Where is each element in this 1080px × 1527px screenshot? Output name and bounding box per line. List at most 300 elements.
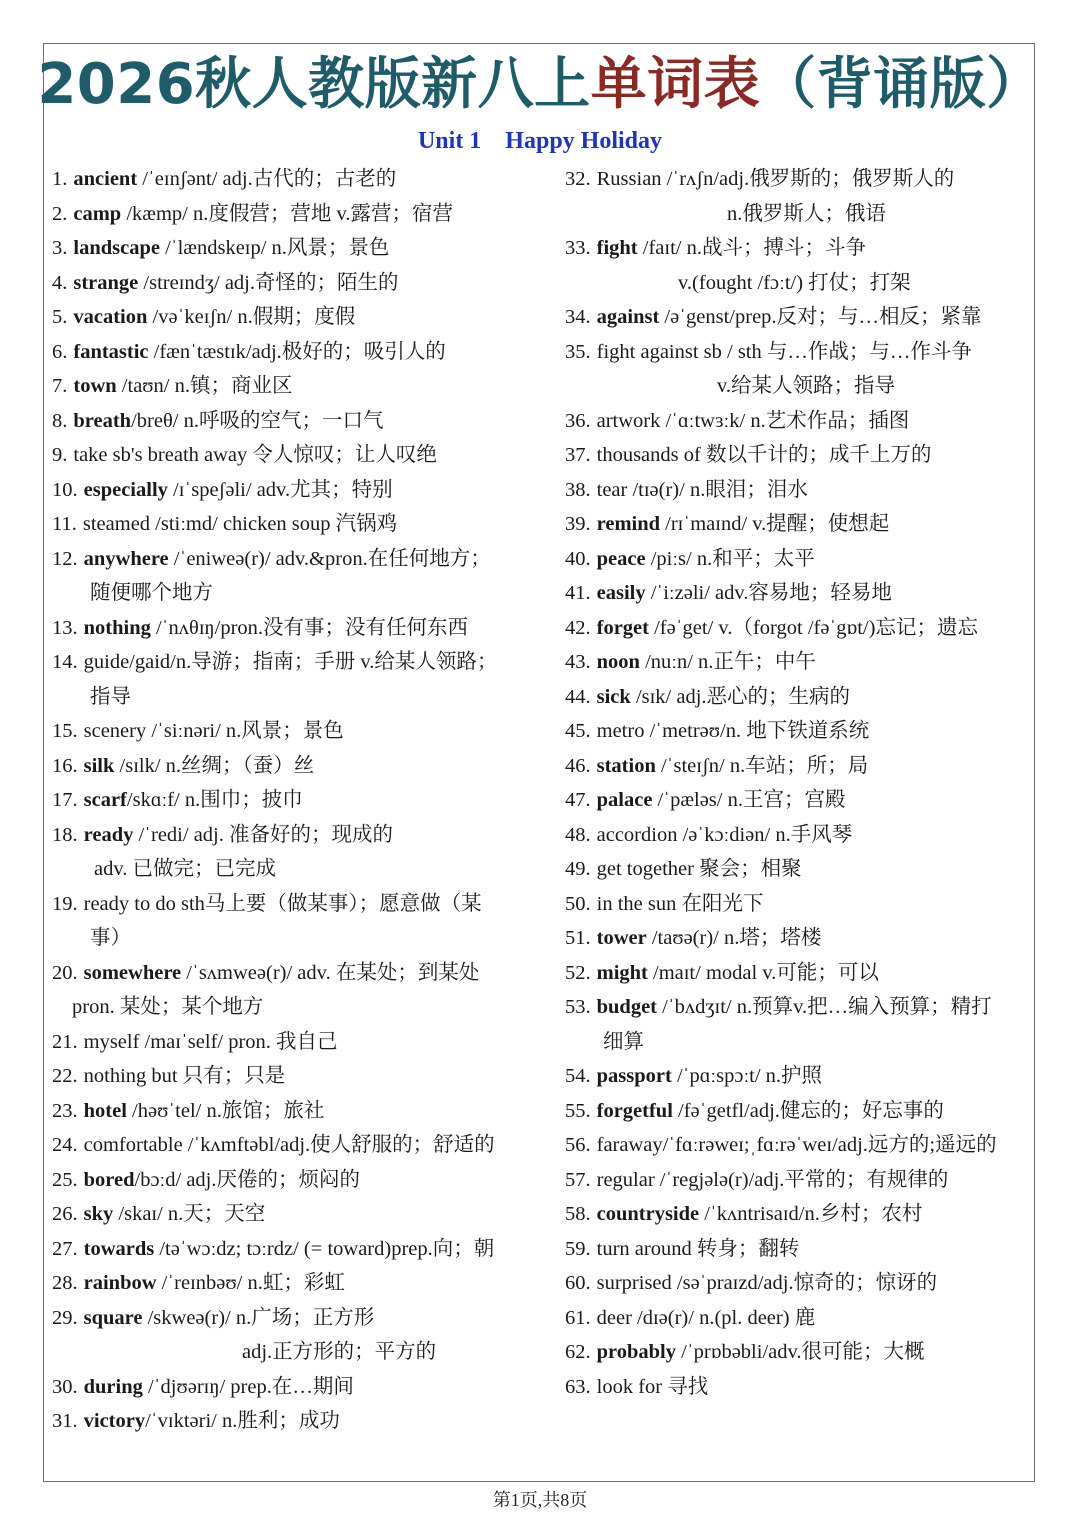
vocab-entry <box>52 162 532 197</box>
entry-definition: /fəˈget/ v.（forgot /fəˈgɒt/)忘记；遗忘 <box>648 616 978 639</box>
vocab-line-continued <box>52 680 532 715</box>
vocab-line <box>565 1370 1035 1405</box>
entry-definition: /ˈvɪktəri/ n.胜利；成功 <box>145 1410 340 1432</box>
entry-definition: /sɪlk/ n.丝绸；（蚕）丝 <box>114 754 315 777</box>
entry-number: 38. <box>565 478 591 501</box>
entry-number: 6. <box>52 340 68 363</box>
vocab-line <box>565 1266 1035 1301</box>
vocab-entry <box>565 990 1035 1059</box>
vocab-entry <box>565 438 1035 473</box>
entry-number: 10. <box>52 478 78 501</box>
entry-definition: pron. 某处；某个地方 <box>72 996 264 1018</box>
entry-definition: /ˈredi/ adj. 准备好的；现成的 <box>133 823 393 846</box>
entry-definition: /faɪt/ n.战斗；搏斗；斗争 <box>637 237 866 259</box>
vocab-entry <box>565 1197 1035 1232</box>
entry-number: 26. <box>52 1203 78 1225</box>
vocab-entry <box>52 473 532 508</box>
entry-definition: /təˈwɔːdz; tɔːrdz/ (= toward)prep.向；朝 <box>154 1237 495 1260</box>
entry-definition: ready to do sth马上要（做某事）；愿意做（某 <box>83 892 482 915</box>
vocab-entry <box>52 1370 532 1405</box>
entry-definition: /kæmp/ n.度假营；营地 v.露营；宿营 <box>121 202 454 225</box>
entry-definition: /skaɪ/ n.天；天空 <box>113 1203 266 1225</box>
entry-number: 12. <box>52 547 78 570</box>
entry-definition: accordion /əˈkɔːdiən/ n.手风琴 <box>596 823 853 846</box>
entry-number: 51. <box>565 927 591 949</box>
vocab-entry <box>52 266 532 301</box>
vocab-entry <box>52 714 532 749</box>
vocab-entry <box>565 680 1035 715</box>
vocab-entry <box>565 1266 1035 1301</box>
entry-number: 17. <box>52 789 78 811</box>
entry-definition: /bɔːd/ adj.厌倦的；烦闷的 <box>134 1168 360 1191</box>
vocab-line <box>52 714 532 749</box>
entry-number: 4. <box>52 271 68 294</box>
entry-word: might <box>596 961 648 984</box>
entry-definition: /ˈsʌmweə(r)/ adv. 在某处；到某处 <box>181 961 480 984</box>
vocab-entry <box>565 749 1035 784</box>
entry-number: 36. <box>565 409 591 432</box>
vocab-line <box>52 1025 532 1060</box>
vocab-line <box>565 818 1035 853</box>
entry-number: 39. <box>565 513 591 535</box>
vocab-entry <box>565 576 1035 611</box>
vocab-line <box>52 1404 532 1439</box>
entry-definition: myself /maɪˈself/ pron. 我自己 <box>83 1030 338 1053</box>
entry-definition: /ˈsteɪʃn/ n.车站；所；局 <box>655 754 869 777</box>
entry-word: towards <box>83 1237 155 1260</box>
entry-definition: artwork /ˈɑːtwɜːk/ n.艺术作品；插图 <box>596 409 910 432</box>
entry-definition: /ˈlændskeɪp/ n.风景；景色 <box>159 237 390 259</box>
vocab-entry <box>52 1404 532 1439</box>
vocab-line <box>52 197 532 232</box>
entry-number: 15. <box>52 720 78 742</box>
title-part-1: 2026秋人教版新八上 <box>37 52 591 117</box>
vocab-line <box>52 1197 532 1232</box>
entry-number: 19. <box>52 892 78 915</box>
vocab-entry <box>565 645 1035 680</box>
vocab-entry <box>565 1301 1035 1336</box>
vocab-entry <box>565 1370 1035 1405</box>
vocab-entry <box>565 162 1035 231</box>
vocab-line <box>52 645 532 680</box>
vocab-entry <box>52 749 532 784</box>
entry-word: square <box>83 1306 143 1329</box>
entry-definition: nothing but 只有；只是 <box>83 1065 286 1087</box>
entry-word: forgetful <box>596 1099 673 1122</box>
vocab-line <box>52 162 532 197</box>
vocab-line <box>52 1128 532 1163</box>
entry-number: 43. <box>565 651 591 673</box>
vocab-entry <box>565 818 1035 853</box>
entry-definition: turn around 转身；翻转 <box>596 1237 800 1260</box>
entry-definition: /ˈpɑːspɔːt/ n.护照 <box>671 1065 823 1087</box>
vocab-column-left <box>52 162 532 1439</box>
entry-word: passport <box>596 1065 672 1087</box>
vocab-entry <box>565 335 1035 404</box>
entry-definition: /əˈgenst/prep.反对；与…相反；紧靠 <box>659 306 982 328</box>
entry-word: fight <box>596 237 638 259</box>
entry-number: 30. <box>52 1375 78 1398</box>
entry-number: 1. <box>52 168 68 190</box>
entry-number: 57. <box>565 1168 591 1191</box>
vocab-line <box>565 1128 1035 1163</box>
entry-word: peace <box>596 547 646 570</box>
vocab-line <box>52 956 532 991</box>
entry-definition: /ˈeɪnʃənt/ adj.古代的；古老的 <box>137 168 397 190</box>
entry-word: especially <box>83 478 168 501</box>
entry-definition: scenery /ˈsiːnəri/ n.风景；景色 <box>83 720 344 742</box>
entry-number: 16. <box>52 754 78 777</box>
entry-definition: 细算 <box>603 1030 644 1053</box>
entry-definition: v.(fought /fɔːt/) 打仗；打架 <box>678 271 911 294</box>
entry-definition: /rɪˈmaɪnd/ v.提醒；使想起 <box>660 513 890 535</box>
entry-number: 9. <box>52 444 68 466</box>
vocab-line <box>565 507 1035 542</box>
vocab-entry <box>565 956 1035 991</box>
vocab-entry <box>565 1094 1035 1129</box>
entry-definition: get together 聚会；相聚 <box>596 858 802 880</box>
entry-number: 25. <box>52 1168 78 1191</box>
entry-number: 50. <box>565 892 591 915</box>
entry-definition: 指导 <box>90 685 131 708</box>
entry-word: rainbow <box>83 1272 157 1294</box>
vocab-line <box>52 749 532 784</box>
entry-definition: /skweə(r)/ n.广场；正方形 <box>142 1306 375 1329</box>
vocab-line <box>52 369 532 404</box>
vocab-entry <box>565 887 1035 922</box>
entry-word: town <box>73 375 117 397</box>
vocab-entry <box>52 1163 532 1198</box>
entry-definition: deer /dɪə(r)/ n.(pl. deer) 鹿 <box>596 1306 816 1329</box>
entry-number: 23. <box>52 1099 78 1122</box>
entry-number: 31. <box>52 1410 78 1432</box>
vocab-line <box>52 266 532 301</box>
entry-word: breath <box>73 409 132 432</box>
title-part-2: 单词表 <box>590 52 761 117</box>
vocab-entry <box>565 300 1035 335</box>
vocab-line <box>52 1266 532 1301</box>
entry-number: 49. <box>565 858 591 880</box>
vocab-line <box>52 783 532 818</box>
vocab-column-right <box>565 162 1035 1404</box>
entry-word: ready <box>83 823 134 846</box>
entry-word: hotel <box>83 1099 127 1122</box>
vocab-line <box>565 162 1035 197</box>
vocab-entry <box>565 1232 1035 1267</box>
vocab-entry <box>52 645 532 714</box>
entry-definition: guide/gaid/n.导游；指南；手册 v.给某人领路； <box>83 651 498 673</box>
entry-word: palace <box>596 789 653 811</box>
vocab-entry <box>52 369 532 404</box>
entry-definition: /skɑːf/ n.围巾；披巾 <box>126 789 303 811</box>
vocab-line <box>52 231 532 266</box>
vocab-line <box>52 1163 532 1198</box>
entry-number: 45. <box>565 720 591 742</box>
vocab-line-continued <box>565 266 1035 301</box>
vocab-line <box>565 1094 1035 1129</box>
vocab-entry <box>52 1232 532 1267</box>
entry-number: 11. <box>52 513 77 535</box>
vocab-entry <box>565 231 1035 300</box>
vocab-entry <box>52 335 532 370</box>
vocab-line <box>565 1197 1035 1232</box>
vocab-entry <box>52 1025 532 1060</box>
entry-definition: fight against sb / sth 与…作战；与…作斗争 <box>596 340 972 363</box>
entry-definition: in the sun 在阳光下 <box>596 892 764 915</box>
entry-number: 42. <box>565 616 591 639</box>
vocab-line-continued <box>52 1335 532 1370</box>
vocab-line-continued <box>52 852 532 887</box>
vocab-entry <box>52 783 532 818</box>
vocab-entry <box>565 783 1035 818</box>
entry-word: probably <box>596 1341 677 1363</box>
entry-definition: /ˈkʌntrisaɪd/n.乡村；农村 <box>699 1203 923 1225</box>
entry-number: 2. <box>52 202 68 225</box>
vocab-entry <box>52 231 532 266</box>
entry-word: against <box>596 306 660 328</box>
vocab-line <box>52 1059 532 1094</box>
entry-definition: /fænˈtæstɪk/adj.极好的；吸引人的 <box>148 340 446 363</box>
entry-number: 58. <box>565 1203 591 1225</box>
entry-word: nothing <box>83 616 151 639</box>
entry-definition: regular /ˈregjələ(r)/adj.平常的；有规律的 <box>596 1168 949 1191</box>
entry-number: 35. <box>565 340 591 363</box>
vocab-entry <box>565 1128 1035 1163</box>
vocab-entry <box>565 1335 1035 1370</box>
entry-word: somewhere <box>83 961 182 984</box>
entry-definition: /ˈnʌθɪŋ/pron.没有事；没有任何东西 <box>150 616 469 639</box>
vocab-entry <box>565 852 1035 887</box>
entry-definition: /taʊn/ n.镇；商业区 <box>116 375 293 397</box>
vocab-entry <box>52 542 532 611</box>
entry-definition: metro /ˈmetrəʊ/n. 地下铁道系统 <box>596 720 870 742</box>
vocab-entry <box>52 611 532 646</box>
entry-word: easily <box>596 582 646 604</box>
vocab-entry <box>565 507 1035 542</box>
entry-definition: tear /tɪə(r)/ n.眼泪；泪水 <box>596 478 808 501</box>
entry-number: 53. <box>565 996 591 1018</box>
vocab-line <box>52 507 532 542</box>
entry-number: 8. <box>52 409 68 432</box>
vocab-entry <box>565 714 1035 749</box>
entry-word: strange <box>73 271 139 294</box>
entry-definition: /piːs/ n.和平；太平 <box>645 547 815 570</box>
entry-definition: take sb's breath away 令人惊叹；让人叹绝 <box>73 444 437 466</box>
entry-definition: /ɪˈspeʃəli/ adv.尤其；特别 <box>167 478 393 501</box>
entry-word: landscape <box>73 237 160 259</box>
vocab-line-continued <box>565 1025 1035 1060</box>
vocab-line <box>565 1232 1035 1267</box>
unit-heading: Unit 1 Happy Holiday <box>417 128 663 154</box>
vocab-line <box>52 542 532 577</box>
page-title <box>0 50 1080 120</box>
vocab-entry <box>565 1163 1035 1198</box>
vocab-entry <box>52 507 532 542</box>
vocab-line <box>565 783 1035 818</box>
vocab-entry <box>565 611 1035 646</box>
vocab-entry <box>52 1094 532 1129</box>
entry-number: 21. <box>52 1030 78 1053</box>
entry-number: 13. <box>52 616 78 639</box>
title-part-3: （背诵版） <box>760 52 1043 117</box>
vocab-line <box>565 473 1035 508</box>
vocab-entry <box>52 404 532 439</box>
entry-number: 47. <box>565 789 591 811</box>
vocab-line <box>565 1335 1035 1370</box>
vocab-line <box>52 1232 532 1267</box>
entry-number: 61. <box>565 1306 591 1329</box>
vocab-entry <box>52 1301 532 1370</box>
vocab-line-continued <box>52 576 532 611</box>
vocab-line-continued <box>52 990 532 1025</box>
entry-number: 60. <box>565 1272 591 1294</box>
entry-word: victory <box>83 1410 146 1432</box>
entry-word: noon <box>596 651 640 673</box>
vocab-entry <box>565 473 1035 508</box>
entry-number: 41. <box>565 582 591 604</box>
entry-definition: /ˈpæləs/ n.王宫；宫殿 <box>652 789 846 811</box>
vocab-line <box>52 887 532 922</box>
entry-number: 29. <box>52 1306 78 1329</box>
entry-number: 28. <box>52 1272 78 1294</box>
entry-word: countryside <box>596 1203 700 1225</box>
entry-definition: /fəˈgetfl/adj.健忘的；好忘事的 <box>672 1099 944 1122</box>
vocab-entry <box>565 542 1035 577</box>
entry-word: station <box>596 754 656 777</box>
vocab-entry <box>565 404 1035 439</box>
entry-definition: /ˈiːzəli/ adv.容易地；轻易地 <box>645 582 892 604</box>
vocab-line <box>565 404 1035 439</box>
vocab-entry <box>52 1128 532 1163</box>
entry-number: 63. <box>565 1375 591 1398</box>
vocab-line <box>52 438 532 473</box>
entry-definition: adj.正方形的；平方的 <box>242 1341 437 1363</box>
entry-word: remind <box>596 513 661 535</box>
entry-number: 33. <box>565 237 591 259</box>
vocab-line <box>565 680 1035 715</box>
vocab-line <box>565 921 1035 956</box>
entry-number: 44. <box>565 685 591 708</box>
vocab-line <box>565 749 1035 784</box>
entry-definition: look for 寻找 <box>596 1375 709 1398</box>
entry-definition: n.俄罗斯人；俄语 <box>727 202 886 225</box>
entry-word: tower <box>596 927 647 949</box>
page-footer: 第1页,共8页 <box>492 1490 588 1510</box>
entry-definition: /ˈreɪnbəʊ/ n.虹；彩虹 <box>156 1272 345 1294</box>
vocab-line-continued <box>52 921 532 956</box>
entry-number: 56. <box>565 1134 591 1156</box>
entry-number: 27. <box>52 1237 78 1260</box>
entry-number: 22. <box>52 1065 78 1087</box>
vocab-line <box>565 611 1035 646</box>
entry-definition: /ˈeniweə(r)/ adv.&pron.在任何地方； <box>168 547 491 570</box>
vocab-line-continued <box>565 369 1035 404</box>
entry-definition: /sɪk/ adj.恶心的；生病的 <box>630 685 851 708</box>
entry-definition: /vəˈkeɪʃn/ n.假期；度假 <box>147 306 356 328</box>
entry-number: 3. <box>52 237 68 259</box>
vocab-line <box>565 645 1035 680</box>
vocab-line <box>565 1059 1035 1094</box>
entry-word: camp <box>73 202 122 225</box>
vocab-entry <box>565 921 1035 956</box>
vocab-line <box>565 231 1035 266</box>
vocab-entry <box>52 887 532 956</box>
vocab-entry <box>52 818 532 887</box>
entry-definition: v.给某人领路；指导 <box>717 375 896 397</box>
entry-number: 34. <box>565 306 591 328</box>
vocab-line <box>52 611 532 646</box>
vocab-line <box>565 576 1035 611</box>
entry-word: scarf <box>83 789 127 811</box>
vocab-entry <box>52 438 532 473</box>
entry-number: 24. <box>52 1134 78 1156</box>
vocab-line <box>52 1301 532 1336</box>
vocab-line <box>52 1370 532 1405</box>
entry-definition: steamed /stiːmd/ chicken soup 汽锅鸡 <box>82 513 398 535</box>
entry-word: forget <box>596 616 649 639</box>
entry-number: 5. <box>52 306 68 328</box>
entry-number: 52. <box>565 961 591 984</box>
vocab-line <box>565 956 1035 991</box>
vocab-line-continued <box>565 197 1035 232</box>
vocab-line <box>565 990 1035 1025</box>
vocab-line <box>565 1301 1035 1336</box>
entry-definition: /streɪndʒ/ adj.奇怪的；陌生的 <box>138 271 399 294</box>
entry-word: vacation <box>73 306 148 328</box>
entry-number: 32. <box>565 168 591 190</box>
vocab-line <box>565 852 1035 887</box>
entry-definition: surprised /səˈpraɪzd/adj.惊奇的；惊讶的 <box>596 1272 938 1294</box>
entry-number: 46. <box>565 754 591 777</box>
entry-number: 40. <box>565 547 591 570</box>
entry-number: 14. <box>52 651 78 673</box>
vocab-line <box>565 542 1035 577</box>
entry-definition: /taʊə(r)/ n.塔；塔楼 <box>646 927 822 949</box>
vocab-line <box>52 1094 532 1129</box>
vocab-line <box>52 818 532 853</box>
entry-word: silk <box>83 754 115 777</box>
entry-definition: /breθ/ n.呼吸的空气；一口气 <box>131 409 384 432</box>
entry-definition: thousands of 数以千计的；成千上万的 <box>596 444 932 466</box>
vocab-line <box>565 300 1035 335</box>
entry-definition: /ˈbʌdʒɪt/ n.预算v.把…编入预算；精打 <box>657 996 992 1018</box>
entry-number: 20. <box>52 961 78 984</box>
entry-number: 48. <box>565 823 591 846</box>
vocab-line <box>565 1163 1035 1198</box>
entry-number: 54. <box>565 1065 591 1087</box>
vocab-entry <box>52 1197 532 1232</box>
entry-definition: /həʊˈtel/ n.旅馆；旅社 <box>126 1099 325 1122</box>
vocab-entry <box>52 956 532 1025</box>
vocab-entry <box>52 197 532 232</box>
vocab-line <box>565 335 1035 370</box>
vocab-line <box>565 887 1035 922</box>
entry-definition: /ˈdjʊərɪŋ/ prep.在…期间 <box>142 1375 354 1398</box>
entry-number: 55. <box>565 1099 591 1122</box>
entry-word: sky <box>83 1203 114 1225</box>
entry-word: fantastic <box>73 340 149 363</box>
vocab-entry <box>565 1059 1035 1094</box>
entry-word: bored <box>83 1168 135 1191</box>
entry-definition: 随便哪个地方 <box>90 582 213 604</box>
entry-definition: Russian /ˈrʌʃn/adj.俄罗斯的；俄罗斯人的 <box>596 168 955 190</box>
vocab-line <box>565 714 1035 749</box>
entry-word: budget <box>596 996 658 1018</box>
entry-number: 37. <box>565 444 591 466</box>
vocab-line <box>565 438 1035 473</box>
entry-definition: faraway/ˈfɑːrəweɪ;ˌfɑːrəˈweɪ/adj.远方的;遥远的 <box>596 1134 997 1156</box>
entry-number: 59. <box>565 1237 591 1260</box>
